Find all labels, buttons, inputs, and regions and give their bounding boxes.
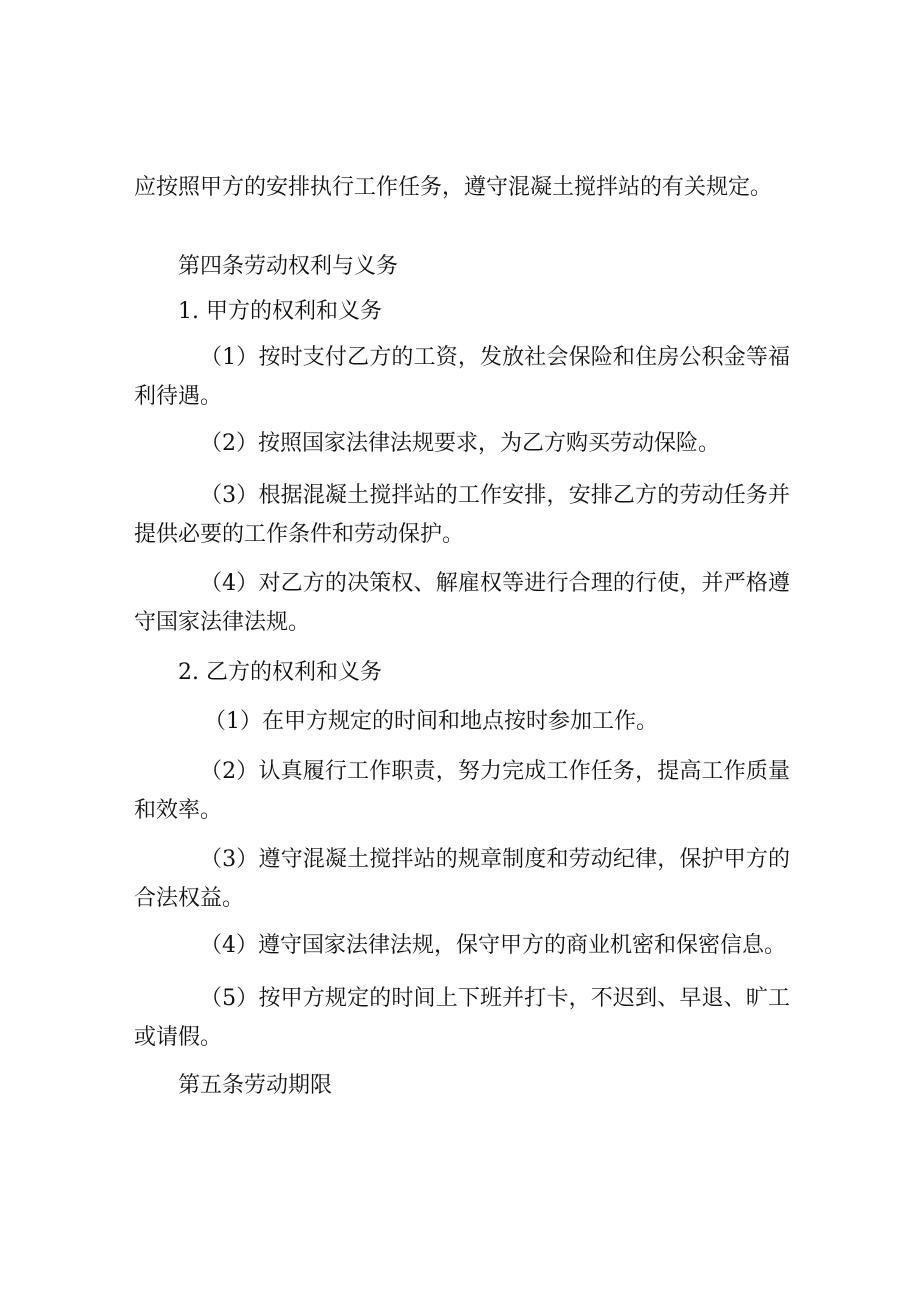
party-a-item-4: （4）对乙方的决策权、解雇权等进行合理的行使，并严格遵守国家法律法规。 [134, 571, 790, 635]
party-b-item-4: （4）遵守国家法律法规，保守甲方的商业机密和保密信息。 [200, 933, 786, 958]
party-a-item-1: （1）按时支付乙方的工资，发放社会保险和住房公积金等福利待遇。 [134, 345, 790, 409]
party-b-item-1: （1）在甲方规定的时间和地点按时参加工作。 [204, 709, 658, 734]
party-b-item-5: （5）按甲方规定的时间上下班并打卡，不迟到、早退、旷工或请假。 [134, 986, 790, 1050]
party-b-item-2: （2）认真履行工作职责，努力完成工作任务，提高工作质量和效率。 [134, 759, 790, 823]
party-b-item-3: （3）遵守混凝土搅拌站的规章制度和劳动纪律，保护甲方的合法权益。 [134, 847, 790, 911]
party-a-item-2: （2）按照国家法律法规要求，为乙方购买劳动保险。 [200, 431, 720, 456]
article-heading-5: 第五条劳动期限 [178, 1073, 333, 1098]
section-heading-party-a: 1. 甲方的权利和义务 [178, 299, 382, 324]
party-a-item-3: （3）根据混凝土搅拌站的工作安排，安排乙方的劳动任务并提供必要的工作条件和劳动保护。 [134, 483, 790, 547]
section-heading-party-b: 2. 乙方的权利和义务 [178, 660, 382, 685]
paragraph-continuation: 应按照甲方的安排执行工作任务，遵守混凝土搅拌站的有关规定。 [134, 175, 773, 200]
article-heading-4: 第四条劳动权利与义务 [178, 254, 399, 279]
